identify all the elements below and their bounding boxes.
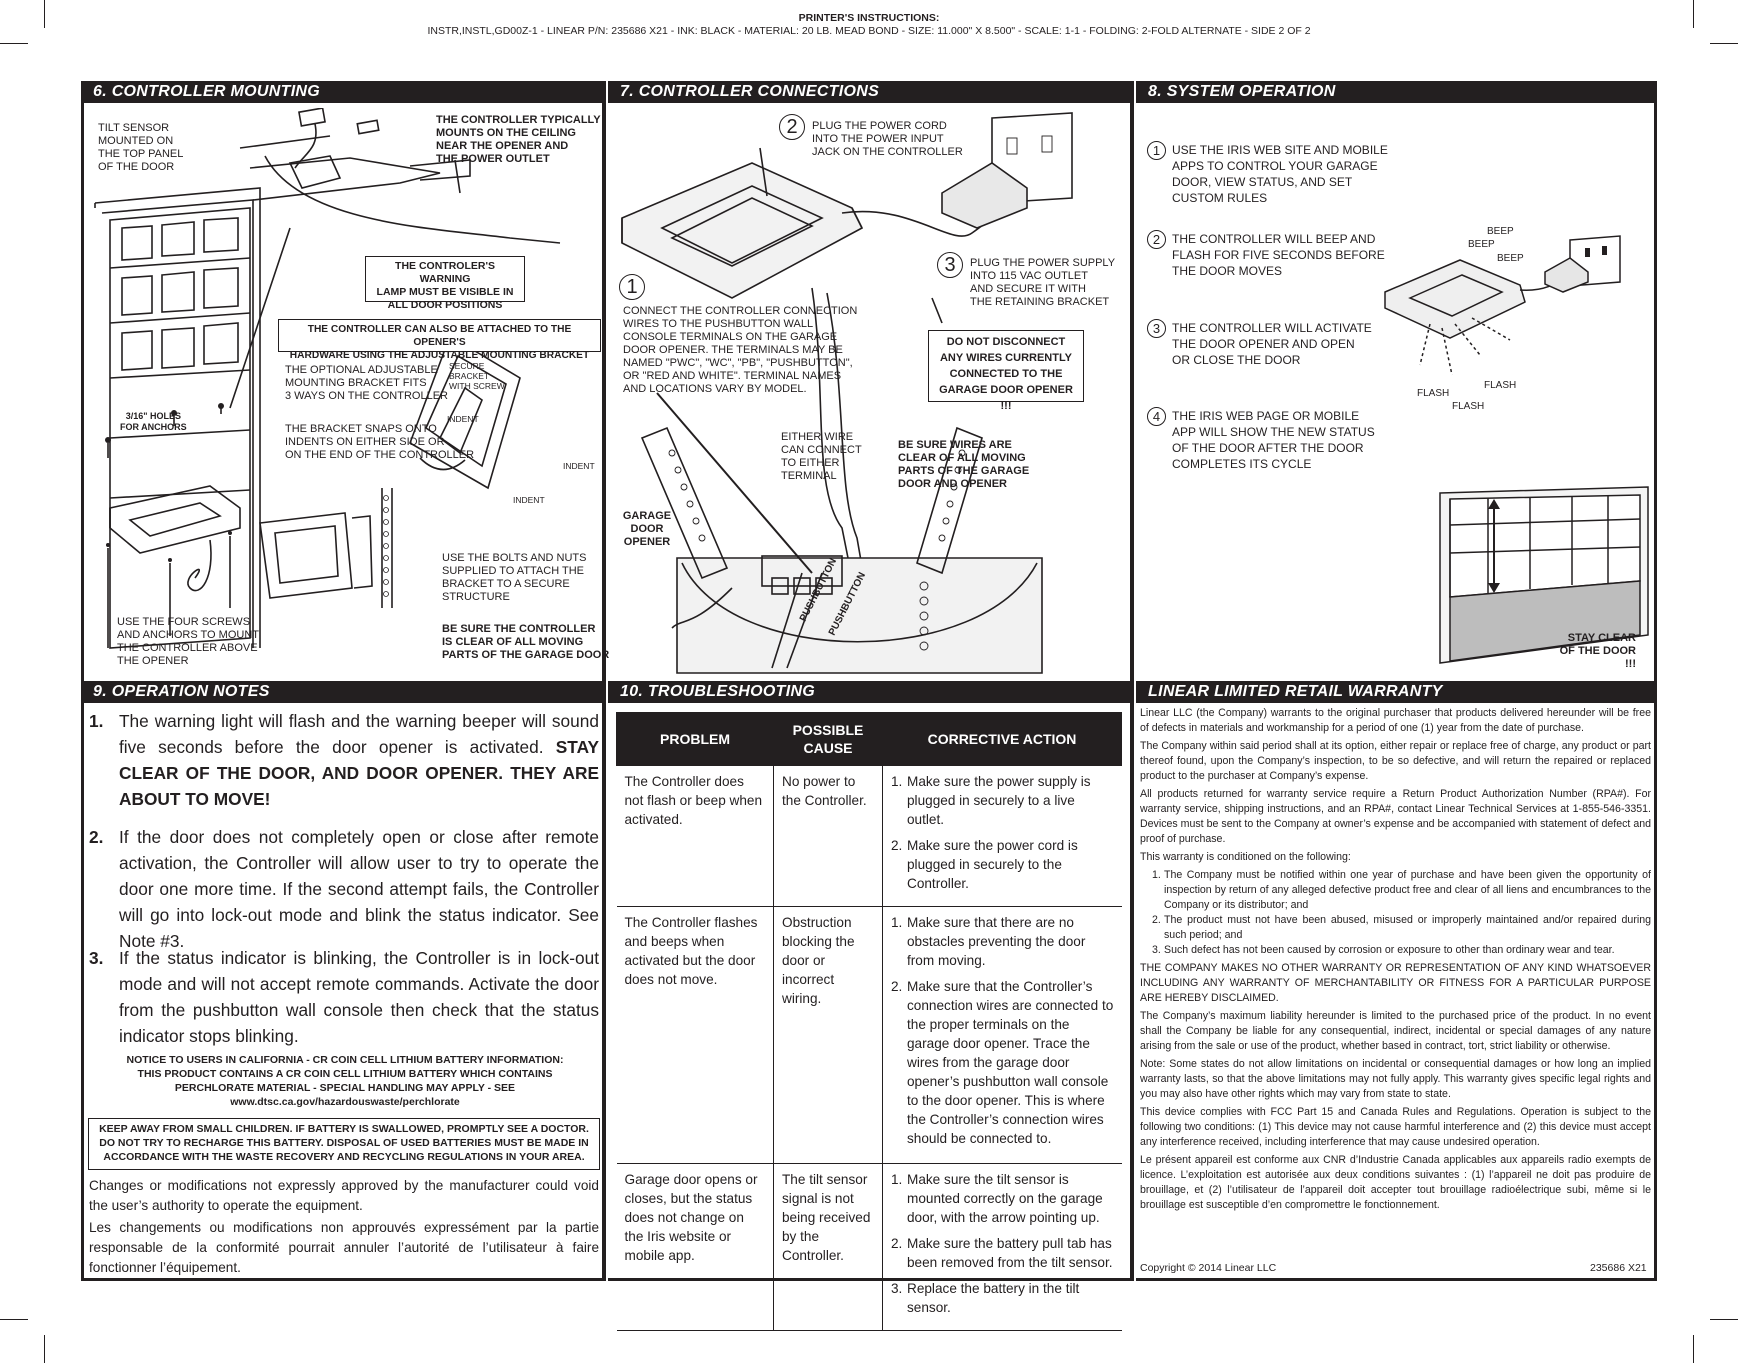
section-10-header: 10. TROUBLESHOOTING — [608, 681, 1131, 703]
system-step-1-number: 1 — [1147, 141, 1166, 160]
system-step-1: USE THE IRIS WEB SITE AND MOBILE APPS TO CONTROL YOUR GARAGE DOOR, VIEW STATUS, AND SET CUSTOM RULES — [1172, 143, 1388, 205]
plug-cord-label: PLUG THE POWER CORD INTO THE POWER INPUT JACK ON THE CONTROLLER — [812, 120, 963, 158]
flash-label-2: FLASH — [1452, 401, 1485, 412]
problem-cell: The Controller does not flash or beep when activated. — [617, 766, 774, 907]
beep-label-3: BEEP — [1497, 253, 1524, 264]
do-not-disconnect-box: DO NOT DISCONNECT ANY WIRES CURRENTLY CONNECTED TO THE GARAGE DOOR OPENER !!! — [928, 330, 1084, 402]
system-step-4-number: 4 — [1147, 407, 1166, 426]
changes-notice: Changes or modifications not expressly approved by the manufacturer could void the user’s authority to operate the equipment. — [89, 1178, 599, 1213]
bolts-label: USE THE BOLTS AND NUTS SUPPLIED TO ATTACH THE BRACKET TO A SECURE STRUCTURE — [442, 552, 587, 603]
indent-label-1: INDENT — [447, 414, 479, 424]
bracket-snaps-label: THE BRACKET SNAPS ONTO INDENTS ON EITHER SIDE OR ON THE END OF THE CONTROLLER — [285, 423, 475, 461]
system-step-3: THE CONTROLLER WILL ACTIVATE THE DOOR OPENER AND OPEN OR CLOSE THE DOOR — [1172, 321, 1372, 367]
changes-notice-fr: Les changements ou modifications non approuvés expressément par la partie responsable de la conformité pourrait annuler l’autorité de l’utilisateur à faire fonctionner l’équipement. — [89, 1220, 599, 1275]
system-step-4: THE IRIS WEB PAGE OR MOBILE APP WILL SHOW THE NEW STATUS OF THE DOOR AFTER THE DOOR COMPLETES ITS CYCLE — [1172, 409, 1375, 471]
either-wire-label: EITHER WIRE CAN CONNECT TO EITHER TERMINAL — [781, 431, 862, 482]
pushbutton-label-2: PUSHBUTTON — [826, 570, 869, 638]
be-sure-controller-label: BE SURE THE CONTROLLER IS CLEAR OF ALL MOVING PARTS OF THE GARAGE DOOR — [442, 623, 610, 661]
system-step-2-number: 2 — [1147, 230, 1166, 249]
flash-label-3: FLASH — [1484, 380, 1517, 391]
cause-cell: The tilt sensor signal is not being received by the Controller. — [774, 1164, 883, 1331]
action-cell: 1. Make sure the power supply is plugged in securely to a live outlet. 2. Make sure the power cord is plugged in securely to the Controller. — [883, 766, 1122, 907]
part-number: 235686 X21 — [1590, 1262, 1647, 1274]
indent-label-3: INDENT — [513, 495, 545, 505]
step-number-1: 1 — [619, 274, 645, 300]
stay-clear-label: STAY CLEAR OF THE DOOR !!! — [1559, 632, 1636, 670]
be-sure-wires-label: BE SURE WIRES ARE CLEAR OF ALL MOVING PARTS OF THE GARAGE DOOR AND OPENER — [898, 439, 1030, 490]
operation-note-3: 3. If the status indicator is blinking, the Controller is in lock-out mode and will not accept remote commands. Activate the door from the pushbutton wall console then check that the status indicator stops blinking. — [89, 948, 599, 1046]
operation-note-2: 2. If the door does not completely open or close after remote activation, the Controller will allow user to try to operate the door one more time. If the second attempt fails, the Controller will go into lock-out mode and blink the status indicator. See Note #3. — [89, 827, 599, 951]
printer-instructions — [0, 12, 1738, 38]
warning-lamp-box: THE CONTROLER'S WARNING LAMP MUST BE VISIBLE IN ALL DOOR POSITIONS — [365, 256, 525, 302]
copyright: Copyright © 2014 Linear LLC — [1140, 1262, 1277, 1274]
th-action: CORRECTIVE ACTION — [883, 713, 1122, 766]
four-screws-label: USE THE FOUR SCREWS AND ANCHORS TO MOUNT THE CONTROLLER ABOVE THE OPENER — [117, 616, 259, 667]
cause-cell: Obstruction blocking the door or incorrect wiring. — [774, 907, 883, 1164]
problem-cell: The Controller flashes and beeps when activated but the door does not move. — [617, 907, 774, 1164]
th-problem: PROBLEM — [617, 713, 774, 766]
action-cell: 1. Make sure the tilt sensor is mounted correctly on the garage door, with the arrow pointing up. 2. Make sure the battery pull tab has been removed from the tilt sensor. 3. Replace the battery in the tilt sensor. — [883, 1164, 1122, 1331]
printer-title: PRINTER'S INSTRUCTIONS: — [798, 12, 940, 24]
tilt-sensor-label: TILT SENSOR MOUNTED ON THE TOP PANEL OF THE DOOR — [98, 122, 184, 173]
optional-bracket-label: THE OPTIONAL ADJUSTABLE MOUNTING BRACKET FITS 3 WAYS ON THE CONTROLLER — [285, 364, 448, 402]
plug-supply-label: PLUG THE POWER SUPPLY INTO 115 VAC OUTLET AND SECURE IT WITH THE RETAINING BRACKET — [970, 257, 1116, 308]
step-number-3: 3 — [937, 252, 963, 278]
pushbutton-label-1: PUSHBUTTON — [797, 556, 840, 624]
warranty-text: Linear LLC (the Company) warrants to the original purchaser that products delivered hereunder will be free of defects in materials and workmanship for a period of one (1) year from the date of purchase. The Company within said period shall at its option, either repair or replace free of charge, any product or part thereof found, upon the Company’s inspection, to be so defective, and will return the repaired or replaced product to the purchaser at Company’s expense. All products returned for warranty service require a Return Product Authorization Number (RPA#). For warranty service, shipping instructions, and an RPA#, contact Linear Technical Services at 1-855-546-3351. Devices must be sent to the Company at owner’s expense and be accompanied with statement of defect and proof of purchase. This warranty is conditioned on the following: 1. The Company must be notified within one year of purchase and have been given the opportunity of inspection by return of any alleged defective product free and clear of all liens and encumbrances to the Company or its distributor; and 2. The product must not have been abused, misused or improperly maintained and/or repaired during such period; and 3. Such defect has not been caused by corrosion or exposure to other than ordinary wear and tear. THE COMPANY MAKES NO OTHER WARRANTY OR REPRESENTATION OF ANY KIND WHATSOEVER INCLUDING ANY WARRANTY OF MERCHANTABILITY OR FITNESS FOR A PARTICULAR PURPOSE ARE HEREBY DISCLAIMED. The Company’s maximum liability hereunder is limited to the purchased price of the product. In no event shall the Company be liable for any consequential, indirect, incidental or special damages of any nature arising from the sale or use of the product, whether based in contract, tort, strict liability or otherwise. Note: Some states do not allow limitations on incidental or consequential damages or how long an implied warranty lasts, so that the above limitations may not fully apply. This warranty gives specific legal rights and you may also have other rights which may vary from state to state. This device complies with FCC Part 15 and Canada Rules and Regulations. Operation is subject to the following two conditions: (1) This device may not cause harmful interference and (2) this device must accept any interference received, including interference that may cause undesired operation. Le présent appareil est conforme aux CNR d’Industrie Canada applicables aux appareils radio exempts de licence. L’exploitation est autorisée aux deux conditions suivantes : (1) l’appareil ne doit pas produire de brouillage, et (2) l’utilisateur de l’appareil doit accepter tout brouillage radioélectrique subi, même si le brouillage est susceptible d’en compromettre le fonctionnement. — [1140, 707, 1651, 1211]
table-row — [617, 766, 1122, 907]
operation-note-1: 1. The warning light will flash and the warning beeper will sound five seconds before the door opener is activated. STAY CLEAR OF THE DOOR, AND DOOR OPENER. THEY ARE ABOUT TO MOVE! — [89, 711, 599, 809]
beep-label-2: BEEP — [1468, 239, 1495, 250]
flash-label-1: FLASH — [1417, 388, 1450, 399]
table-row — [617, 907, 1122, 1164]
action-cell: 1. Make sure that there are no obstacles preventing the door from moving. 2. Make sure that the Controller’s connection wires are connected to the proper terminals on the garage door opener. Trace the wires from the garage door opener’s pushbutton wall console to the door opener. This is where the Controller’s connection wires should be connected to. — [883, 907, 1122, 1164]
cause-cell: No power to the Controller. — [774, 766, 883, 907]
controller-typically-label: THE CONTROLLER TYPICALLY MOUNTS ON THE CEILING NEAR THE OPENER AND THE POWER OUTLET — [436, 114, 601, 165]
system-step-3-number: 3 — [1147, 319, 1166, 338]
garage-door-opener-label: GARAGE DOOR OPENER — [622, 510, 672, 548]
battery-warning-box: KEEP AWAY FROM SMALL CHILDREN. IF BATTERY IS SWALLOWED, PROMPTLY SEE A DOCTOR. DO NOT TRY TO RECHARGE THIS BATTERY. DISPOSAL OF USED BATTERIES MUST BE MADE IN ACCORDANCE WITH THE WASTE RECOVERY AND RECYCLING REGULATIONS IN YOUR AREA. — [88, 1118, 600, 1170]
section-9-header: 9. OPERATION NOTES — [81, 681, 603, 703]
printer-line: INSTR,INSTL,GD00Z-1 - LINEAR P/N: 235686 X21 - INK: BLACK - MATERIAL: 20 LB. MEAD BOND - SIZE: 11.000" X 8.500" - SCALE: 1-1 - FOLDING: 2-FOLD ALTERNATE - SIDE 2 OF 2 — [427, 25, 1311, 37]
california-notice: NOTICE TO USERS IN CALIFORNIA - CR COIN CELL LITHIUM BATTERY INFORMATION: THIS PRODUCT CONTAINS A CR COIN CELL LITHIUM BATTERY WHICH CONTAINS PERCHLORATE MATERIAL - SPECIAL HANDLING MAY APPLY - SEE www.dtsc.ca.gov/hazardouswaste/perchlorate — [126, 1054, 564, 1108]
th-cause: POSSIBLE CAUSE — [774, 713, 883, 766]
holes-label: 3/16" HOLES FOR ANCHORS — [120, 411, 187, 432]
section-7-header: 7. CONTROLLER CONNECTIONS — [608, 81, 1131, 103]
troubleshooting-table — [616, 712, 1122, 1331]
section-6-header: 6. CONTROLLER MOUNTING — [81, 81, 603, 103]
section-8-header: 8. SYSTEM OPERATION — [1136, 81, 1657, 103]
step-number-2: 2 — [779, 114, 805, 140]
section-warranty-header: LINEAR LIMITED RETAIL WARRANTY — [1136, 681, 1657, 703]
connect-wires-label: CONNECT THE CONTROLLER CONNECTION WIRES TO THE PUSHBUTTON WALL CONSOLE TERMINALS ON THE GARAGE DOOR OPENER. THE TERMINALS MAY BE NAMED "PWC", "WC", "PB", "PUSHBUTTON", OR "RED AND WHITE". TERMINAL NAMES AND LOCATIONS VARY BY MODEL. — [623, 305, 858, 395]
problem-cell: Garage door opens or closes, but the status does not change on the Iris website or mobile app. — [617, 1164, 774, 1331]
beep-label-1: BEEP — [1487, 226, 1514, 237]
indent-label-2: INDENT — [563, 461, 595, 471]
secure-bracket-label: SECURE BRACKET WITH SCREW — [449, 361, 505, 391]
table-row — [617, 1164, 1122, 1331]
also-attached-box: THE CONTROLLER CAN ALSO BE ATTACHED TO THE OPENER'S HARDWARE USING THE ADJUSTABLE MOUNTING BRACKET — [278, 319, 601, 352]
system-step-2: THE CONTROLLER WILL BEEP AND FLASH FOR FIVE SECONDS BEFORE THE DOOR MOVES — [1172, 232, 1385, 278]
